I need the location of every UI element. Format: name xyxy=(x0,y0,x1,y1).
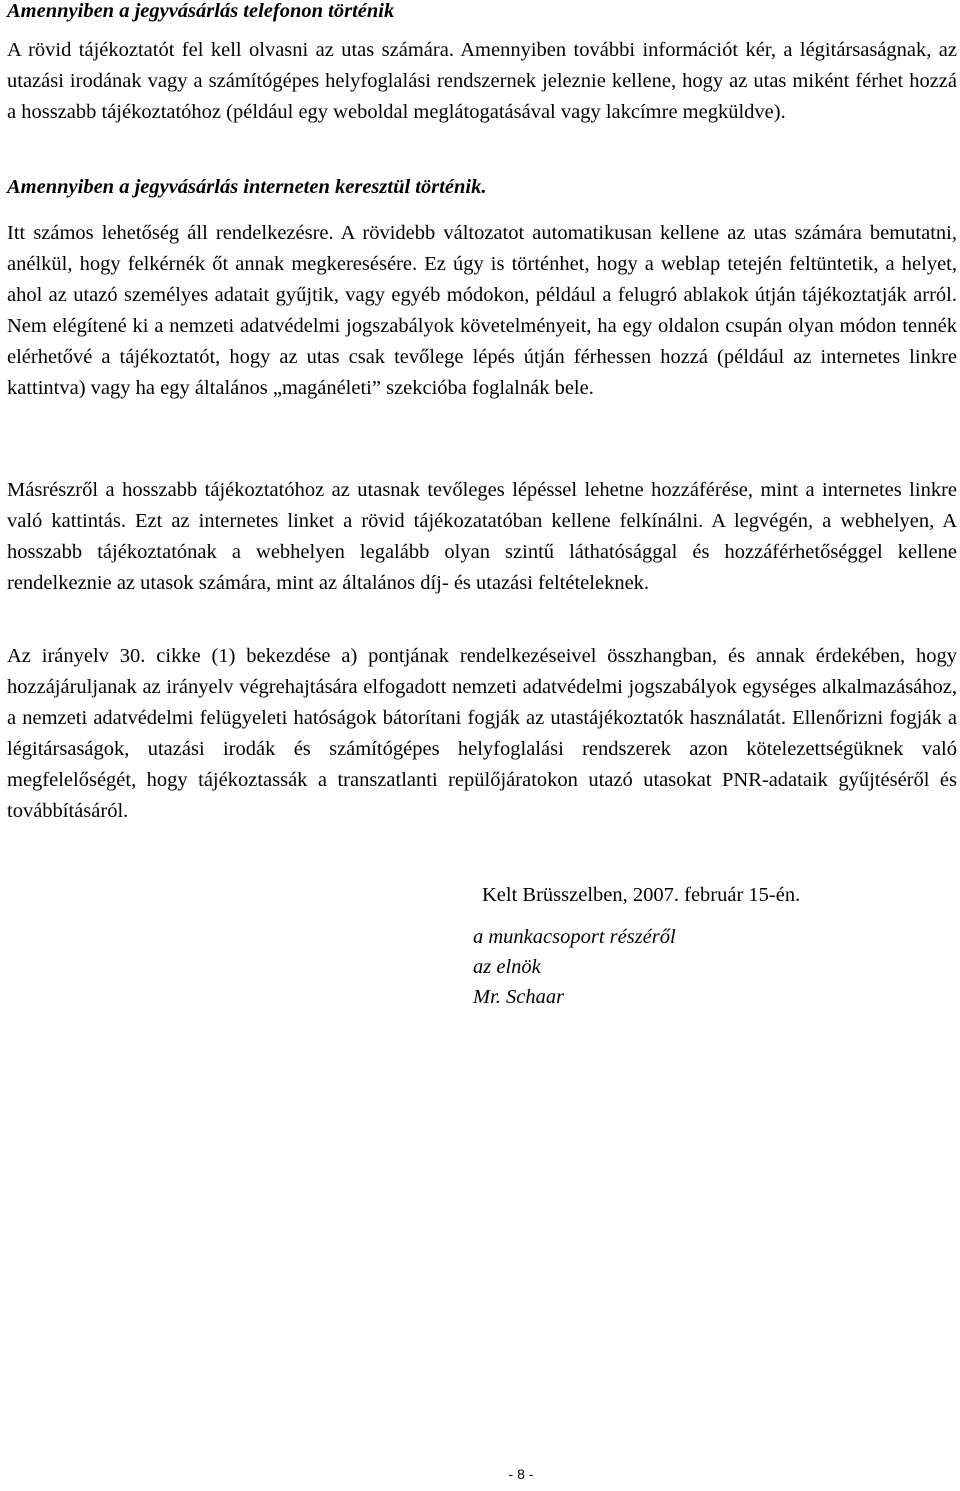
signature-role: az elnök xyxy=(473,956,541,978)
section-heading-internet: Amennyiben a jegyvásárlás interneten keresztül történik. xyxy=(7,176,487,198)
page-number: - 8 - xyxy=(508,1466,534,1482)
signature-name: Mr. Schaar xyxy=(473,986,565,1008)
paragraph-directive: Az irányelv 30. cikke (1) bekezdése a) pontjának rendelkezéseivel összhangban, és annak érdekében, hogy hozzájáruljanak az irányelv végrehajtására elfogadott nemzeti adatvédelmi jogszabályok egységes alkalmazásához, a nemzeti adatvédelmi felügyeleti hatóságok bátorítani fogják az utastájékoztatók használatát. Ellenőrizni fogják a légitársaságok, utazási irodák és számítógépes helyfoglalási rendszerek azon kötelezettségüknek való megfelelőségét, hogy tájékoztassák a transzatlanti repülőjáratokon utazó utasokat PNR-adataik gyűjtéséről és továbbításáról. xyxy=(7,645,957,822)
signature-group: a munkacsoport részéről xyxy=(473,926,676,948)
section-heading-telephone: Amennyiben a jegyvásárlás telefonon történik xyxy=(7,0,395,22)
paragraph-longer-notice: Másrészről a hosszabb tájékoztatóhoz az utasnak tevőleges lépéssel lehetne hozzáférése, mint a internetes linkre való kattintás. Ezt az internetes linket a rövid tájékozatatóban kellene felkínálni. A legvégén, a webhelyen, A hosszabb tájékoztatónak a webhelyen legalább olyan szintű láthatósággal és hozzáférhetőséggel kellene rendelkeznie az utasok számára, mint az általános díj- és utazási feltételeknek. xyxy=(7,479,957,594)
place-and-date: Kelt Brüsszelben, 2007. február 15-én. xyxy=(482,884,801,906)
paragraph-internet: Itt számos lehetőség áll rendelkezésre. A rövidebb változatot automatikusan kellene az utas számára bemutatni, anélkül, hogy felkérnék őt annak megkeresésére. Ez úgy is történhet, hogy a weblap tetején feltüntetik, a helyet, ahol az utazó személyes adatait gyűjtik, vagy egyéb módokon, például a felugró ablakok útján tájékoztatják arról. Nem elégítené ki a nemzeti adatvédelmi jogszabályok követelményeit, ha egy oldalon csupán olyan módon tennék elérhetővé a tájékoztatót, hogy az utas csak tevőlege lépés útján férhessen hozzá (például az internetes linkre kattintva) vagy ha egy általános „magánéleti” szekcióba foglalnák bele. xyxy=(7,222,957,399)
paragraph-telephone: A rövid tájékoztatót fel kell olvasni az utas számára. Amennyiben további információt kér, a légitársaságnak, az utazási irodának vagy a számítógépes helyfoglalási rendszernek jeleznie kellene, hogy az utas miként férhet hozzá a hosszabb tájékoztatóhoz (például egy weboldal meglátogatásával vagy lakcímre megküldve). xyxy=(7,39,957,123)
